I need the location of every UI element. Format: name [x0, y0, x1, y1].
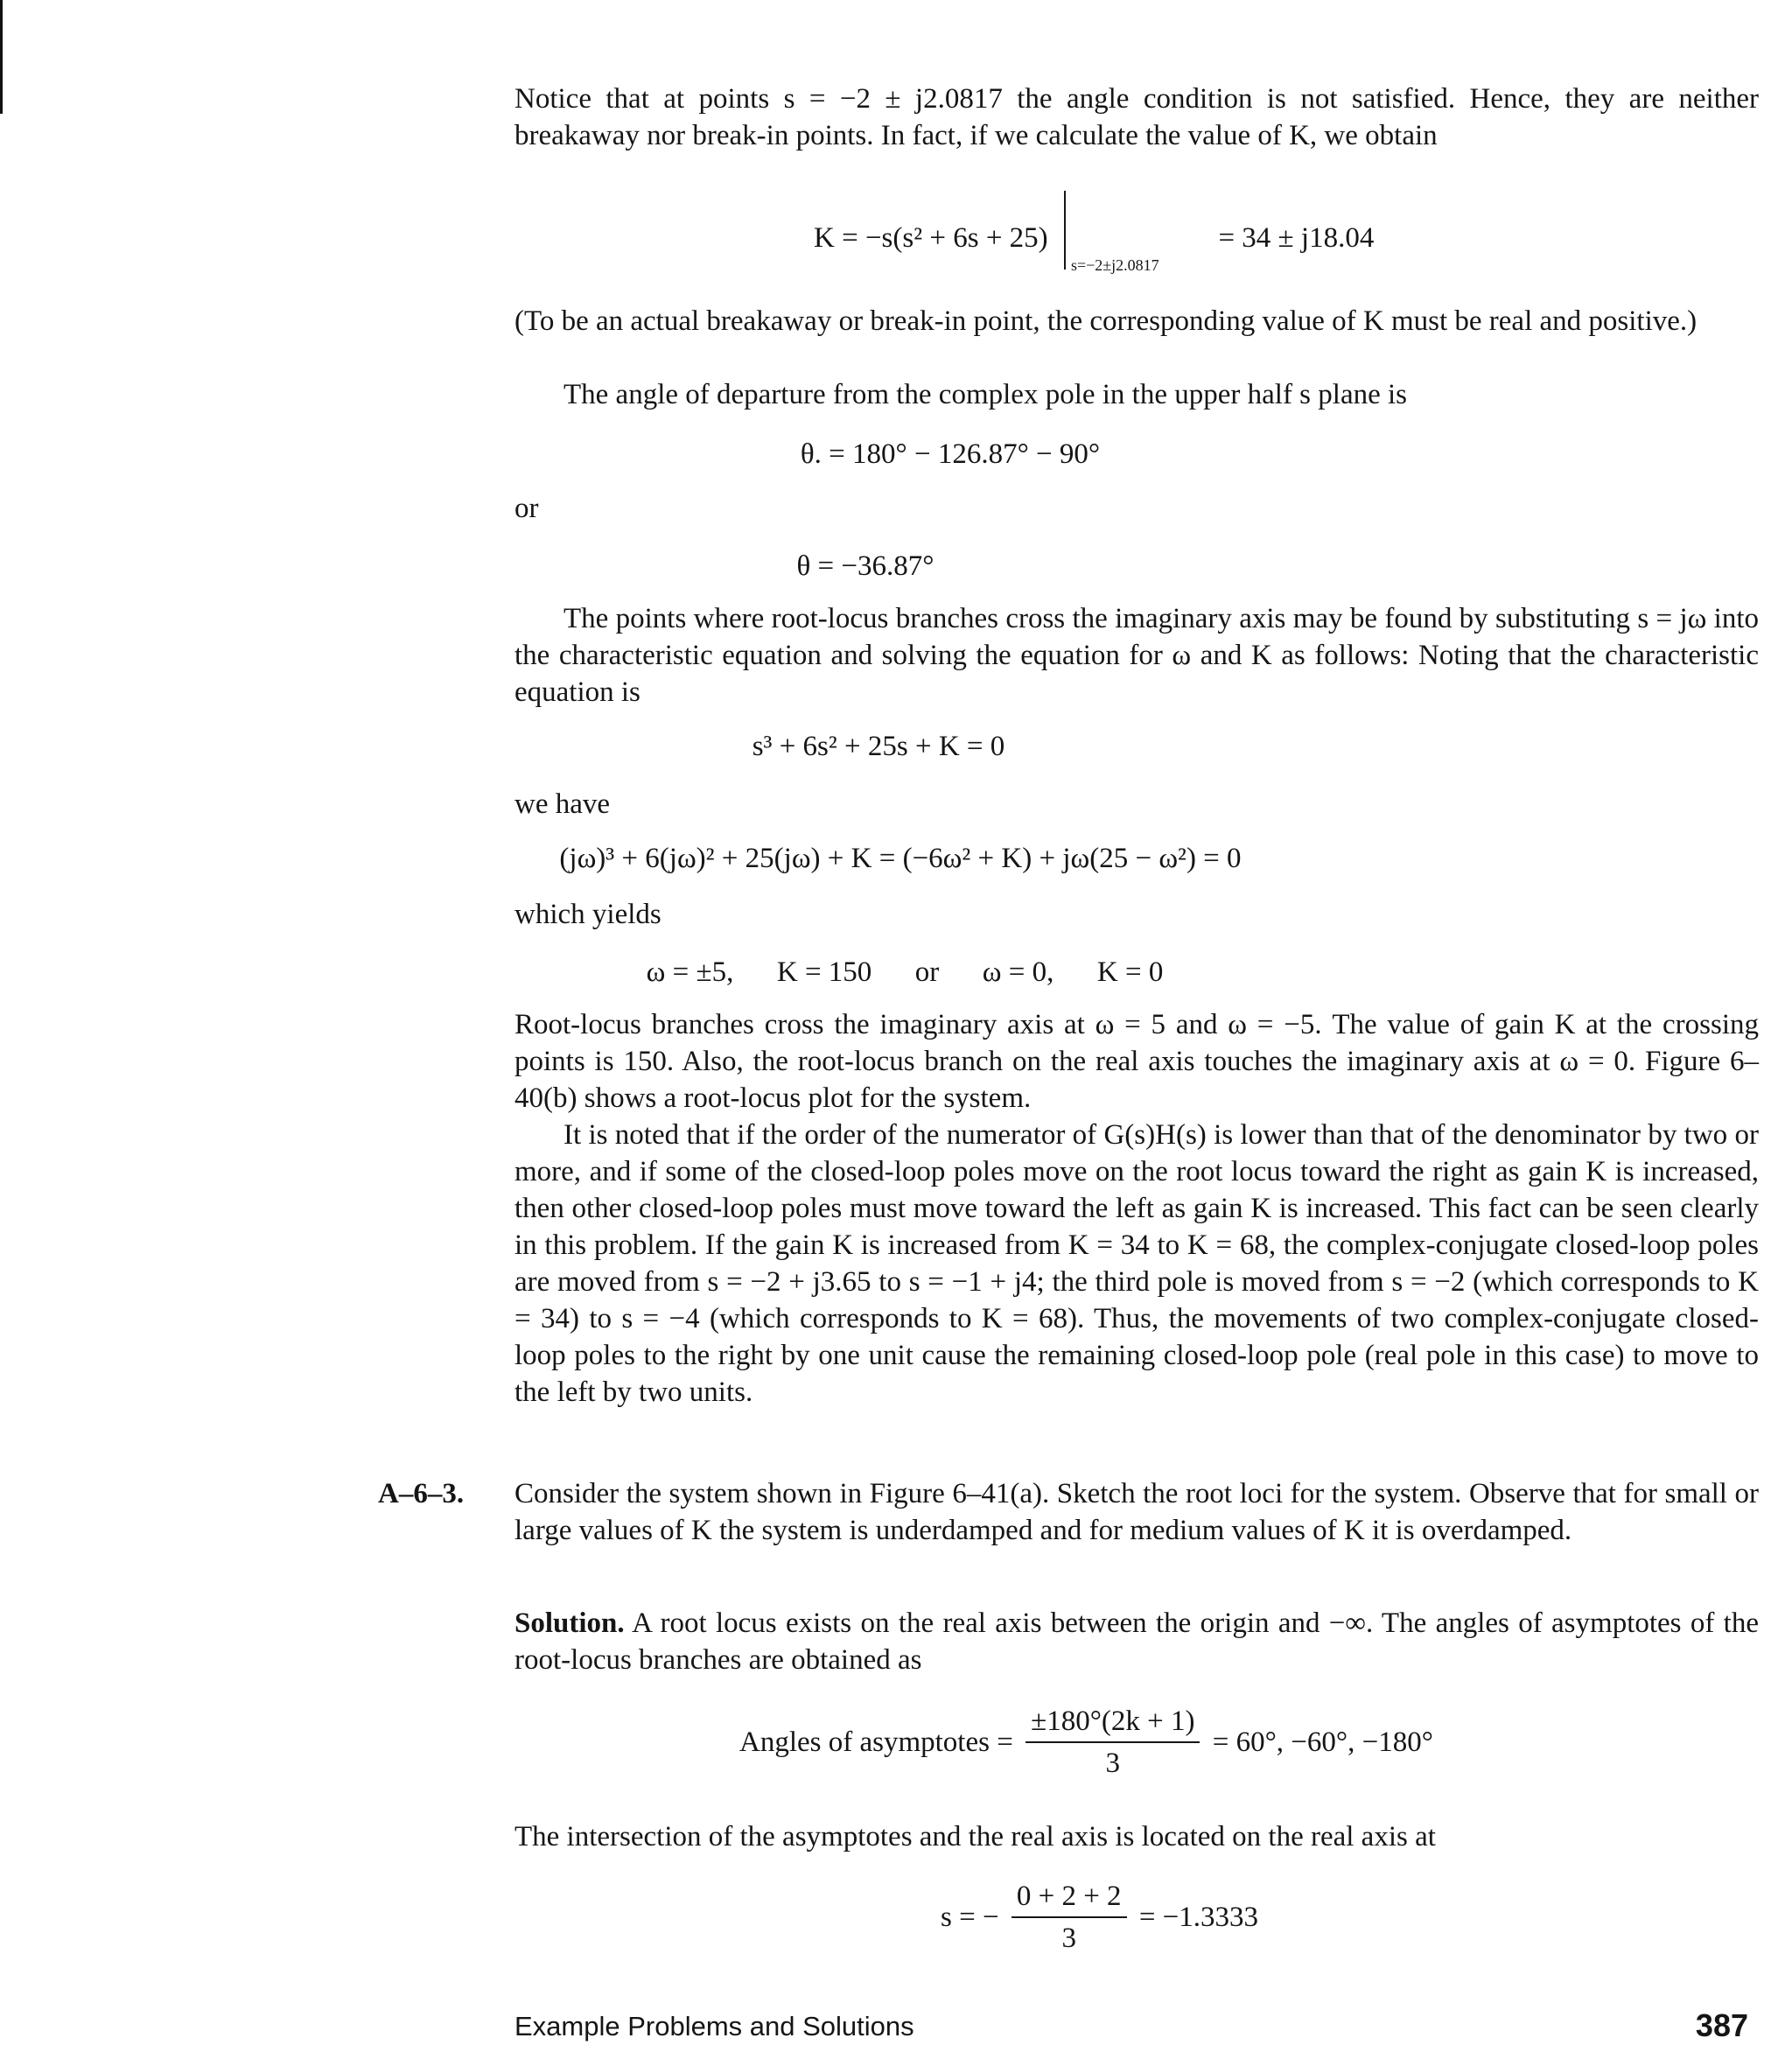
asymptote-right: = 60°, −60°, −180° — [1212, 1726, 1433, 1758]
footer-page-number: 387 — [1695, 2007, 1748, 2043]
word-which-yields: which yields — [514, 899, 662, 930]
intersection-numerator: 0 + 2 + 2 — [1012, 1878, 1127, 1918]
equation-k-right: = 34 ± j18.04 — [1218, 222, 1375, 254]
intersection-right: = −1.3333 — [1138, 1901, 1259, 1933]
intersection-denominator: 3 — [1061, 1922, 1076, 1954]
intersection-left: s = − — [941, 1901, 999, 1933]
paragraph-solution — [514, 1605, 1759, 1678]
asymptote-denominator: 3 — [1105, 1747, 1121, 1779]
word-we-have: we have — [514, 788, 611, 820]
equation-k-subscript: s=−2±j2.0817 — [1070, 256, 1159, 274]
equation-j-omega: (jω)³ + 6(jω)² + 25(jω) + K = (−6ω² + K) + jω(25 − ω²) = 0 — [559, 843, 1242, 874]
paragraph-imaginary-crossing: The points where root-locus branches cross the imaginary axis may be found by substituting s = jω into the characteristic equation and solving the equation for ω and K as follows: Noting that the characteristic equation is — [514, 603, 1759, 708]
equation-characteristic: s³ + 6s² + 25s + K = 0 — [752, 731, 1005, 762]
equation-k-left: K = −s(s² + 6s + 25) — [814, 222, 1048, 254]
equation-asymptote-angles — [739, 1703, 1433, 1782]
footer-section-title: Example Problems and Solutions — [514, 2011, 914, 2041]
equation-solutions: ω = ±5, K = 150 or ω = 0, K = 0 — [646, 956, 1164, 988]
word-or: or — [514, 493, 539, 524]
asymptote-fraction — [1026, 1703, 1200, 1782]
intersection-fraction — [1012, 1878, 1127, 1957]
paragraph-breakaway-check: Notice that at points s = −2 ± j2.0817 the angle condition is not satisfied. Hence, they are neither breakaway nor break-in points. In fact, if we calculate the value of K, we obtain — [514, 83, 1759, 151]
equation-k-evaluation — [814, 210, 1375, 274]
paragraph-real-positive: (To be an actual breakaway or break-in point, the corresponding value of K must be real and positive.) — [514, 305, 1698, 337]
paragraph-crossing-gain: Root-locus branches cross the imaginary axis at ω = 5 and ω = −5. The value of gain K at the crossing points is 150. Also, the root-locus branch on the real axis touches the imaginary axis at ω = 0. Figure 6–40(b) shows a root-locus plot for the system. — [514, 1009, 1759, 1114]
paragraph-departure-angle: The angle of departure from the complex pole in the upper half s plane is — [564, 379, 1407, 410]
paragraph-pole-movement: It is noted that if the order of the numerator of G(s)H(s) is lower than that of the denominator by two or more, and if some of the closed-loop poles move on the root locus toward the right as gain K is increased, then other closed-loop poles must move toward the left as gain K is increased. This fact can be seen clearly in this problem. If the gain K is increased from K = 34 to K = 68, the complex-conjugate closed-loop poles are moved from s = −2 + j3.65 to s = −1 + j4; the third pole is moved from s = −2 (which corresponds to K = 34) to s = −4 (which corresponds to K = 68). Thus, the movements of two complex-conjugate closed-loop poles to the right by one unit cause the remaining closed-loop pole (real pole in this case) to move to the left by two units. — [514, 1119, 1759, 1408]
equation-theta-1: θ. = 180° − 126.87° − 90° — [800, 438, 1101, 470]
paragraph-problem-statement: Consider the system shown in Figure 6–41(a). Sketch the root loci for the system. Observe that for small or large values of K the system is underdamped and for medium values of K it is overdamped. — [514, 1478, 1759, 1546]
asymptote-numerator: ±180°(2k + 1) — [1026, 1703, 1200, 1743]
evaluation-bar — [1055, 210, 1159, 274]
equation-intersection — [941, 1878, 1258, 1957]
equation-theta-2: θ = −36.87° — [796, 550, 934, 582]
paragraph-intersection: The intersection of the asymptotes and the real axis is located on the real axis at — [514, 1821, 1436, 1852]
solution-text: A root locus exists on the real axis between the origin and −∞. The angles of asymptotes of the root-locus branches are obtained as — [514, 1607, 1759, 1676]
asymptote-left: Angles of asymptotes = — [739, 1726, 1013, 1758]
solution-label: Solution. — [514, 1607, 625, 1639]
problem-label: A–6–3. — [378, 1478, 465, 1509]
